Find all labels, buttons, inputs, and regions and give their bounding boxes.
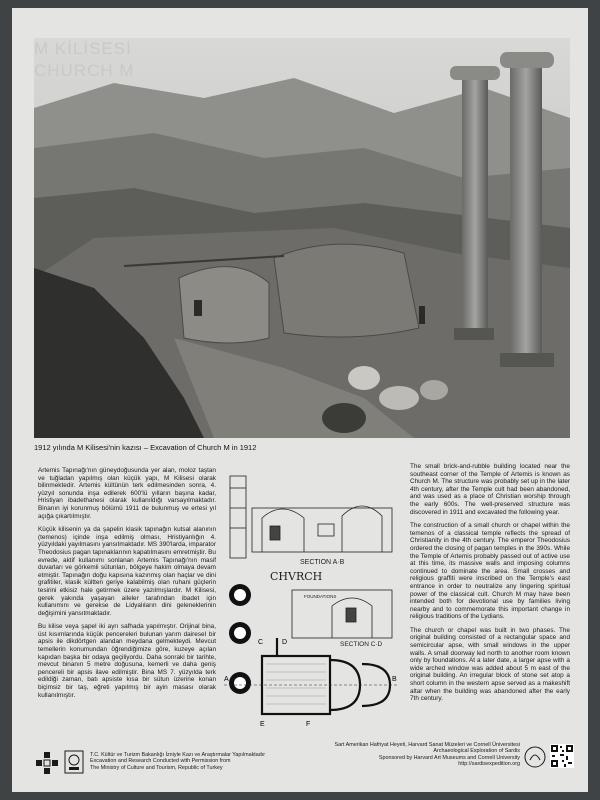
plan-marker: B bbox=[392, 676, 397, 683]
footer-right-line: Sart Amerikan Hafriyat Heyeti, Harvard Sanat Müzeleri ve Cornell Üniversitesi bbox=[334, 742, 520, 748]
turkish-text bbox=[38, 467, 216, 705]
foundations-label: FOUNDATIONS bbox=[304, 594, 337, 599]
section-ab-label: SECTION A·B bbox=[300, 559, 345, 566]
title-line2: CHURCH M bbox=[34, 61, 135, 80]
footer-left-line: The Ministry of Culture and Tourism, Republic of Turkey bbox=[90, 764, 223, 771]
turkish-paragraph: Artemis Tapınağı'nın güneydoğusunda yer alan, moloz taştan ve tuğladan yapılmış olan küçük yapı, M Kilisesi olarak bilinmektedir. Artemis kültünün terk edilmesinden sonra, 4. yüzyıl sonunda inşa edilerek 600'lü yılların başına kadar, Hristiyan ibadethanesi olarak kullanıldığı varsayılmaktadır. Binanın iyi korunmuş bölümü 1911 de bulunmuş ve ertesi yıl açığa çıkartılmıştır. bbox=[38, 467, 216, 520]
footer-right-line: Archaeological Exploration of Sardis bbox=[433, 748, 520, 755]
qr-code-icon[interactable] bbox=[550, 744, 574, 768]
photo-caption: 1912 yılında M Kilisesi'nin kazısı – Excavation of Church M in 1912 bbox=[34, 443, 257, 452]
footer-right-line: http://sardisexpedition.org bbox=[458, 761, 520, 768]
footer-right-line: Sponsored by Harvard Art Museums and Cornell University bbox=[378, 754, 520, 761]
turkish-paragraph: Bu kilise veya şapel iki ayrı safhada yapılmıştır. Orijinal bina, üst kısımlarında küçük pencereleri bulunan yarım daireseI bir apsis ile dikdörtgen alandan meydana gelmekteydi. Mevcut temellerin konumundan öğrendiğimize göre, kuzeye açılan kapıdan başka bir odaya geçiliyordu. Daha sonraki bir tarihte, mevcut binanın 5 metre doğusuna, kemerli ve daha geniş pencereli bir apsis ilave edilmiştir. Bina MS 7. yüzyılda terk edildiği zaman, batı apsiste kısa bir sütun üzerine konan biçimsiz bir taş, eğreti yapılmış bir ayin masası olarak kullanılmıştır. bbox=[38, 623, 216, 699]
plan-marker: A bbox=[224, 676, 229, 683]
photo-illustration bbox=[34, 38, 570, 438]
footer-left-line: Excavation and Research Conducted with Permission from bbox=[90, 758, 231, 765]
plan-marker: F bbox=[306, 721, 311, 728]
church-label: CHVRCH bbox=[270, 570, 323, 583]
turkish-paragraph: Küçük kilisenin ya da şapelin klasik tapınağın kutsal alanının (temenos) içinde inşa edilmiş olması, Hristiyanlığın 4. yüzyıldaki yayılmasını yansıtmaktadır. MS 390'larda, imparator Theodosius pagan tapınaklarının kapatılmasını emretmiştir. Bu evrede, aktif kullanımı sonlanan Artemis Tapınağı'nın masif duvarları ve görkemli sütunları, bölgeye hakim olmaya devam etmiştir. Tapınağın doğu kapısına kazınmış olan haçlar ve dini grafitiler, klasik kültten geriye kalabilmiş olan ruhani güçlerin tesirini etkisiz hale getirmek üzere yazılmışlardır. M Kilisesi, gerek yakında yaşayan aileler tarafından ibadet için kullanımını ve gerekse de Lidyalıların dini geleneklerinin değişimini yansıtmaktadır. bbox=[38, 526, 216, 617]
english-paragraph: The small brick-and-rubble building located near the southeast corner of the Temple of Artemis is known as Church M. The structure was probably set up in the later 4th century, after the Temple cult had been abandoned, and was used as a place of Christian worship through the early 600s. The well-preserved structure was discovered in 1911 and excavated the following year. bbox=[410, 463, 570, 516]
ministry-logo-icon bbox=[34, 750, 60, 776]
footer-left-line: T.C. Kültür ve Turizm Bakanlığı İzniyle Kazı ve Araştırmalar Yapılmaktadır bbox=[90, 752, 266, 758]
ministry-emblem-icon bbox=[64, 750, 84, 774]
plans-drawing bbox=[222, 468, 402, 736]
section-cd-label: SECTION C·D bbox=[340, 641, 383, 648]
plan-marker: C bbox=[258, 639, 264, 646]
footer-right-text bbox=[304, 742, 520, 768]
footer bbox=[34, 742, 574, 782]
english-paragraph: The church or chapel was built in two phases. The original building consisted of a rectangular space and semicircular apse, with small windows in the upper walls. A small doorway led north to another room known only by foundations. At a later date, a larger apse with a wide arched window was added about 5 m east of the original building. An irregular block of stone set atop a short column in the western apse served as a makeshift altar when the building was abandoned after the early 7th century. bbox=[410, 626, 570, 703]
plan-marker: D bbox=[282, 639, 288, 646]
english-text bbox=[410, 463, 570, 709]
excavation-photo bbox=[34, 38, 570, 438]
title-line1: M KİLİSESİ bbox=[34, 39, 132, 58]
sardis-logo-icon bbox=[524, 746, 546, 768]
english-paragraph: The construction of a small church or chapel within the temenos of a classical temple reflects the spread of Christianity in the 4th century. The emperor Theodosius ordered the closing of pagan temples in the 390s. While the Temple of Artemis probably passed out of active use at this time, its massive walls and imposing columns continued to dominate the area. Small crosses and religious graffiti were inscribed on the Temple's east entrance in order to neutralize any lingering spiritual power of the classical cult. Church M may have been intended both for devotional use by families living nearby and to commemorate this important change in religious traditions of the Lydians. bbox=[410, 522, 570, 621]
footer-left-text bbox=[90, 752, 310, 771]
plan-marker: E bbox=[260, 721, 265, 728]
architectural-plans bbox=[222, 468, 402, 736]
